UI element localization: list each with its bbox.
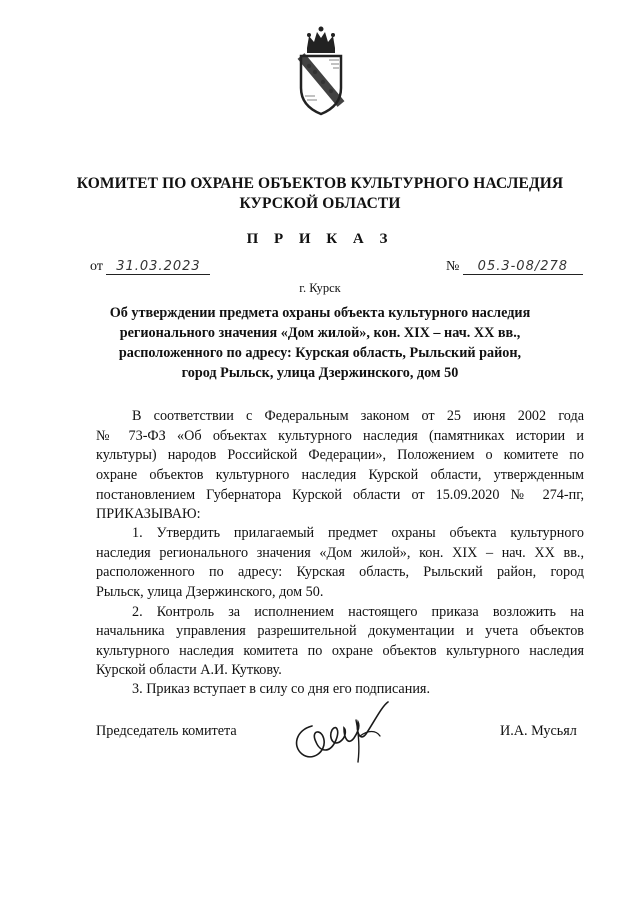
body-line: В соответствии с Федеральным законом от 25 июня 2002 года (132, 408, 584, 424)
org-name-line-1: КОМИТЕТ ПО ОХРАНЕ ОБЪЕКТОВ КУЛЬТУРНОГО НАСЛЕДИЯ (76, 175, 564, 192)
body-line: наследия регионального значения «Дом жилой», кон. XIX – нач. XX вв., (96, 545, 584, 561)
title-line: город Рыльск, улица Дзержинского, дом 50 (181, 365, 459, 381)
coat-of-arms-emblem (293, 26, 349, 118)
body-line: Рыльск, улица Дзержинского, дом 50. (96, 584, 324, 600)
title-line: Об утверждении предмета охраны объекта культурного наследия (109, 305, 531, 321)
number-prefix: № (446, 259, 460, 274)
org-name-line-2: КУРСКОЙ ОБЛАСТИ (239, 195, 401, 212)
city: г. Курск (299, 281, 341, 295)
body-line: постановлением Губернатора Курской области от 15.09.2020 № 274-пг, (96, 487, 584, 503)
body-line: 1. Утвердить прилагаемый предмет охраны объекта культурного (132, 525, 584, 541)
date-prefix: от (90, 259, 103, 274)
body-line: Курской области А.И. Куткову. (96, 662, 282, 678)
title-line: регионального значения «Дом жилой», кон. XIX – нач. XX вв., (119, 325, 521, 341)
body-line: ПРИКАЗЫВАЮ: (96, 506, 201, 522)
body-line: охране объектов культурного наследия Курской области, утвержденным (96, 467, 584, 483)
number-value: 05.3-08/278 (463, 260, 583, 275)
signatory-name: И.А. Мусьял (500, 723, 577, 739)
handwritten-signature (286, 696, 398, 766)
body-line: 3. Приказ вступает в силу со дня его подписания. (132, 681, 430, 697)
body-line: начальника управления разрешительной документации и учета объектов (96, 623, 584, 639)
document-type: П Р И К А З (246, 231, 394, 247)
signatory-position: Председатель комитета (96, 723, 237, 739)
body-line: 2. Контроль за исполнением настоящего приказа возложить на (132, 604, 584, 620)
number-block (446, 259, 583, 275)
body-line: культуры) народов Российской Федерации», Положением о комитете по (96, 447, 584, 463)
body-line: расположенного по адресу: Курская область, Рыльский район, город (96, 564, 584, 580)
date-block (90, 259, 210, 275)
body-line: № 73-ФЗ «Об объектах культурного наследия (памятниках истории и (96, 428, 584, 444)
date-value: 31.03.2023 (106, 260, 210, 275)
body-line: культурного наследия комитета по охране объектов культурного наследия (96, 643, 584, 659)
title-line: расположенного по адресу: Курская область, Рыльский район, (118, 345, 522, 361)
